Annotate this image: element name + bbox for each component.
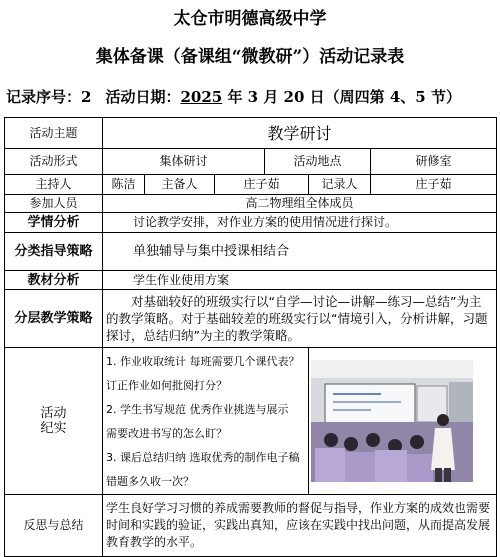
classroom-photo [311, 360, 473, 482]
record-table [4, 117, 497, 557]
preparer-value: 庄子茹 [215, 175, 309, 195]
place-label: 活动地点 [265, 149, 371, 175]
activity-items [103, 348, 309, 495]
activity-item: 2. 学生书写规范 优秀作业挑选与展示 [106, 403, 289, 416]
host-value: 陈洁 [103, 175, 145, 195]
date-label: 活动日期： [105, 88, 181, 106]
strategy-value: 单独辅导与集中授课相结合 [103, 233, 497, 271]
learning-label: 学情分析 [5, 213, 103, 233]
recorder-label: 记录人 [309, 175, 371, 195]
participants-value: 高二物理组全体成员 [103, 195, 497, 213]
form-title: 集体备课（备课组“微教研”）活动记录表 [95, 47, 405, 67]
activity-item: 1. 作业收取统计 每班需要几个课代表？ [106, 355, 300, 368]
activity-photo-cell [309, 348, 497, 495]
activity-item: 3. 课后总结归纳 选取优秀的制作电子稿 [106, 451, 300, 464]
place-value: 研修室 [371, 149, 497, 175]
school-name: 太仓市明德高级中学 [173, 9, 327, 29]
activity-label-line2: 纪实 [40, 421, 67, 436]
topic-label: 活动主题 [5, 118, 103, 149]
form-label: 活动形式 [5, 149, 103, 175]
activity-item: 订正作业如何批阅打分？ [106, 379, 227, 392]
form-value: 集体研讨 [103, 149, 265, 175]
date-rest: 年 3 月 20 日（周四第 4、5 节） [222, 88, 461, 106]
layered-value: 对基础较好的班级实行以“自学—讨论—讲解—练习—总结”为主的教学策略。对于基础较差的班级实行以“情境引入，分析讲解，习题探讨，总结归纳”为主的教学策略。 [103, 290, 497, 348]
record-no: 2 [81, 88, 92, 106]
recorder-value: 庄子茹 [371, 175, 497, 195]
strategy-label: 分类指导策略 [5, 233, 103, 271]
material-label: 教材分析 [5, 271, 103, 290]
activity-item: 错题多久收一次？ [106, 475, 194, 488]
host-label: 主持人 [5, 175, 103, 195]
material-value: 学生作业使用方案 [103, 271, 497, 290]
layered-label: 分层教学策略 [5, 290, 103, 348]
topic-value: 教学研讨 [103, 118, 497, 149]
activity-item: 需要改进书写的怎么盯？ [106, 427, 227, 440]
participants-label: 参加人员 [5, 195, 103, 213]
preparer-label: 主备人 [145, 175, 215, 195]
reflection-value: 学生良好学习习惯的养成需要教师的督促与指导，作业方案的成效也需要时间和实践的验证，实践出真知，应该在实践中找出问题，从而提高发展教育教学的水平。 [103, 495, 497, 557]
record-no-label: 记录序号： [6, 88, 82, 106]
activity-label [5, 348, 103, 495]
learning-value: 讨论教学安排，对作业方案的使用情况进行探讨。 [103, 213, 497, 233]
record-meta [6, 86, 461, 107]
date-year: 2025 [180, 88, 223, 106]
activity-label-line1: 活动 [40, 406, 67, 421]
reflection-label: 反思与总结 [5, 495, 103, 557]
